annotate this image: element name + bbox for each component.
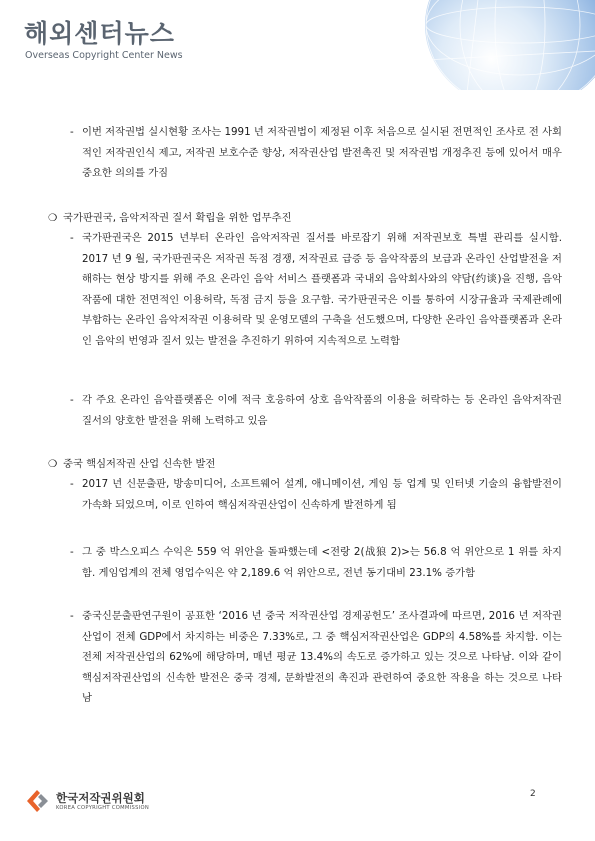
dash-marker: - [70, 478, 74, 490]
bullet-paragraph [60, 542, 562, 583]
bullet-text: 이번 저작권법 실시현황 조사는 1991 년 저작권법이 제정된 이후 처음으로 실시된 전면적인 조사로 전 사회적인 저작권인식 제고, 저작권 보호수준 향상, 저작권산업 발전촉진 및 저작권법 개정추진 등에 있어서 매우 중요한 의의를 가짐 [82, 126, 562, 179]
dash-marker: - [70, 232, 74, 244]
bullet-paragraph [60, 228, 562, 351]
section-heading [48, 208, 543, 228]
circle-bullet-icon: ❍ [48, 458, 58, 470]
logo-korean-name: 한국저작권위원회 [56, 791, 145, 805]
section-heading [48, 454, 543, 474]
dash-marker: - [70, 610, 74, 622]
page-title: 해외센터뉴스 [24, 19, 175, 48]
dash-marker: - [70, 126, 74, 138]
bullet-text: 2017 년 신문출판, 방송미디어, 소프트웨어 설계, 애니메이션, 게임 등 업계 및 인터넷 기술의 융합발전이 가속화 되었으며, 이로 인하여 핵심저작권산업이 신속하게 발전하게 됨 [82, 478, 562, 511]
logo-english-name: KOREA COPYRIGHT COMMISSION [56, 805, 150, 811]
page-subtitle: Overseas Copyright Center News [25, 50, 183, 61]
section-heading-text: 국가판권국, 음악저작권 질서 확립을 위한 업무추진 [63, 212, 292, 224]
globe-grid-icon [425, 0, 595, 90]
section-heading-text: 중국 핵심저작권 산업 신속한 발전 [63, 458, 216, 470]
bullet-paragraph [60, 122, 562, 184]
dash-marker: - [70, 394, 74, 406]
kcc-logo-icon [24, 788, 50, 814]
bullet-text: 중국신문출판연구원이 공표한 ‘2016 년 중국 저작권산업 경제공헌도’ 조사결과에 따르면, 2016 년 저작권산업이 전체 GDP에서 차지하는 비중은 7.33%로, 그 중 핵심저작권산업은 GDP의 4.58%를 차지함. 이는 전체 저작권산업의 62%에 해당하며, 매년 평균 13.4%의 속도로 증가하고 있는 것으로 나타남. 이와 같이 핵심저작권산업의 신속한 발전은 중국 경제, 문화발전의 촉진과 관련하여 중요한 작용을 하는 것으로 나타남 [82, 610, 562, 704]
dash-marker: - [70, 546, 74, 558]
circle-bullet-icon: ❍ [48, 212, 58, 224]
bullet-paragraph [60, 474, 562, 515]
kcc-logo [24, 788, 164, 818]
bullet-text: 국가판권국은 2015 년부터 온라인 음악저작권 질서를 바로잡기 위해 저작권보호 특별 관리를 실시함. 2017 년 9 월, 국가판권국은 저작권 독점 경쟁, 저작권료 급증 등 음악작품의 보급과 온라인 산업발전을 저해하는 현상 방지를 위해 주요 온라인 음악 서비스 플랫폼과 국내외 음악회사와의 약담(约谈)을 진행, 음악 작품에 대한 전면적인 이용허락, 독점 금지 등을 요구함. 국가판권국은 이를 통하여 시장규율과 국제관례에 부합하는 온라인 음악저작권 이용허락 및 운영모델의 구축을 선도했으며, 다양한 온라인 음악플랫폼과 온라인 음악의 번영과 질서 있는 발전을 추진하기 위하여 지속적으로 노력함 [82, 232, 562, 347]
bullet-paragraph [60, 606, 562, 709]
page-number: 2 [530, 789, 536, 799]
bullet-text: 각 주요 온라인 음악플랫폼은 이에 적극 호응하여 상호 음악작품의 이용을 허락하는 등 온라인 음악저작권 질서의 양호한 발전을 위해 노력하고 있음 [82, 394, 562, 427]
bullet-paragraph [60, 390, 562, 431]
page-header [0, 0, 595, 90]
bullet-text: 그 중 박스오피스 수익은 559 억 위안을 돌파했는데 <전랑 2(战狼 2)>는 56.8 억 위안으로 1 위를 차지함. 게임업계의 전체 영업수익은 약 2,189.6 억 위안으로, 전년 동기대비 23.1% 증가함 [82, 546, 562, 579]
